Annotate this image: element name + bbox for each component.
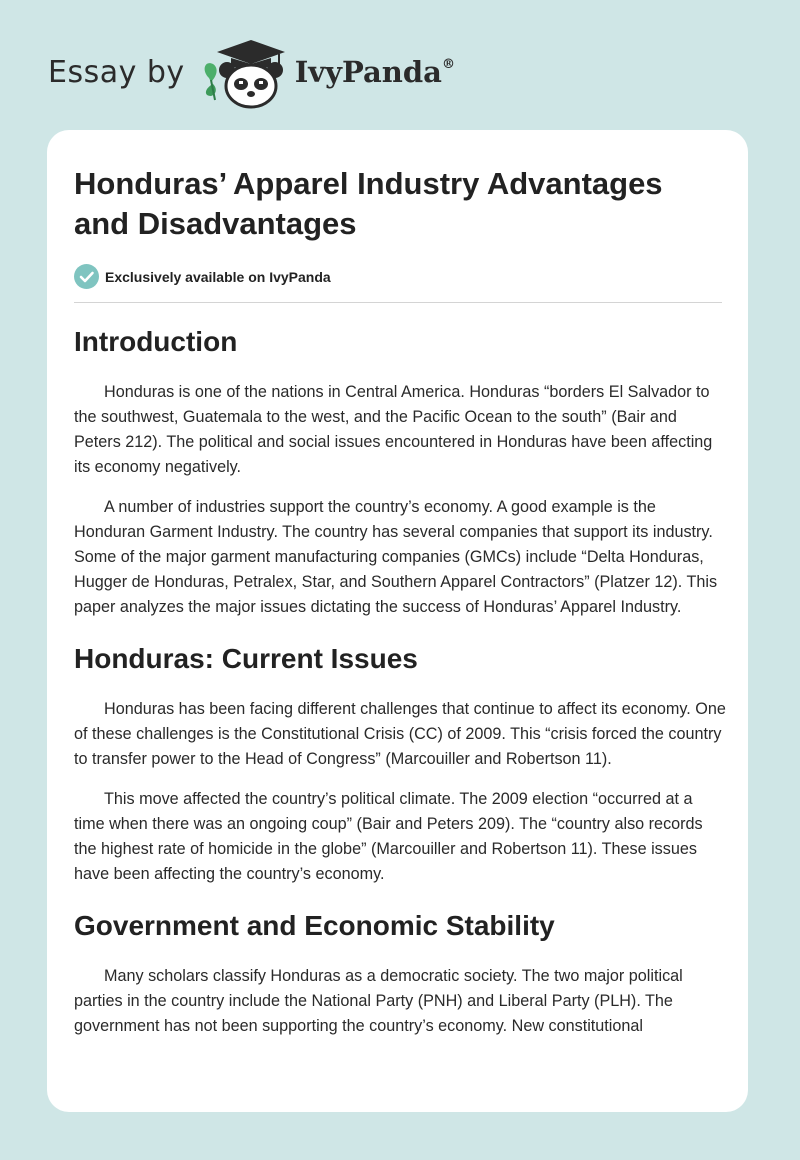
panda-logo-icon[interactable] xyxy=(199,34,291,110)
essay-by-label: Essay by xyxy=(48,54,185,90)
paragraph: A number of industries support the country’s economy. A good example is the Honduran Garment Industry. The country has several companies that support its industry. Some of the major garment manufacturing companies (GMCs) include “Delta Honduras, Hugger de Honduras, Petralex, Star, and Southern Apparel Contractors” (Platzer 12). This paper analyzes the major issues dictating the success of Honduras’ Apparel Industry. xyxy=(74,498,718,616)
paragraph: Many scholars classify Honduras as a democratic society. The two major political parties in the country include the National Party (PNH) and Liberal Party (PLH). The government has not been supporting the country’s economy. New constitutional xyxy=(74,967,683,1035)
brand-name[interactable] xyxy=(295,55,455,89)
essay-card xyxy=(47,130,748,1112)
registered-mark: ® xyxy=(441,57,455,72)
paragraph: Honduras has been facing different challenges that continue to affect its economy. One of these challenges is the Constitutional Crisis (CC) of 2009. This “crisis forced the country to transfer power to the Head of Congress” (Marcouiller and Robertson 11). xyxy=(74,700,726,768)
section-heading: Government and Economic Stability xyxy=(74,910,555,941)
site-header xyxy=(48,34,548,110)
brand-text: IvyPanda xyxy=(294,55,442,89)
section-current-issues xyxy=(74,642,726,887)
section-introduction xyxy=(74,325,721,620)
section-government-stability xyxy=(74,909,721,1039)
paragraph: This move affected the country’s political climate. The 2009 election “occurred at a time when there was an ongoing coup” (Bair and Peters 209). The “country also records the highest rate of homicide in the globe” (Marcouiller and Robertson 11). These issues have been affecting the country’s economy. xyxy=(74,790,703,883)
section-heading: Introduction xyxy=(74,326,238,357)
paragraph: Honduras is one of the nations in Central America. Honduras “borders El Salvador to the southwest, Guatemala to the west, and the Pacific Ocean to the south” (Bair and Peters 212). The political and social issues encountered in Honduras have been affecting its economy negatively. xyxy=(74,383,713,476)
essay-title: Honduras’ Apparel Industry Advantages and Disadvantages xyxy=(74,166,663,241)
title-divider xyxy=(74,302,722,303)
exclusive-badge-text: Exclusively available on IvyPanda xyxy=(105,268,331,285)
section-heading: Honduras: Current Issues xyxy=(74,643,418,674)
check-circle-icon xyxy=(74,264,99,289)
exclusive-badge xyxy=(74,264,721,289)
